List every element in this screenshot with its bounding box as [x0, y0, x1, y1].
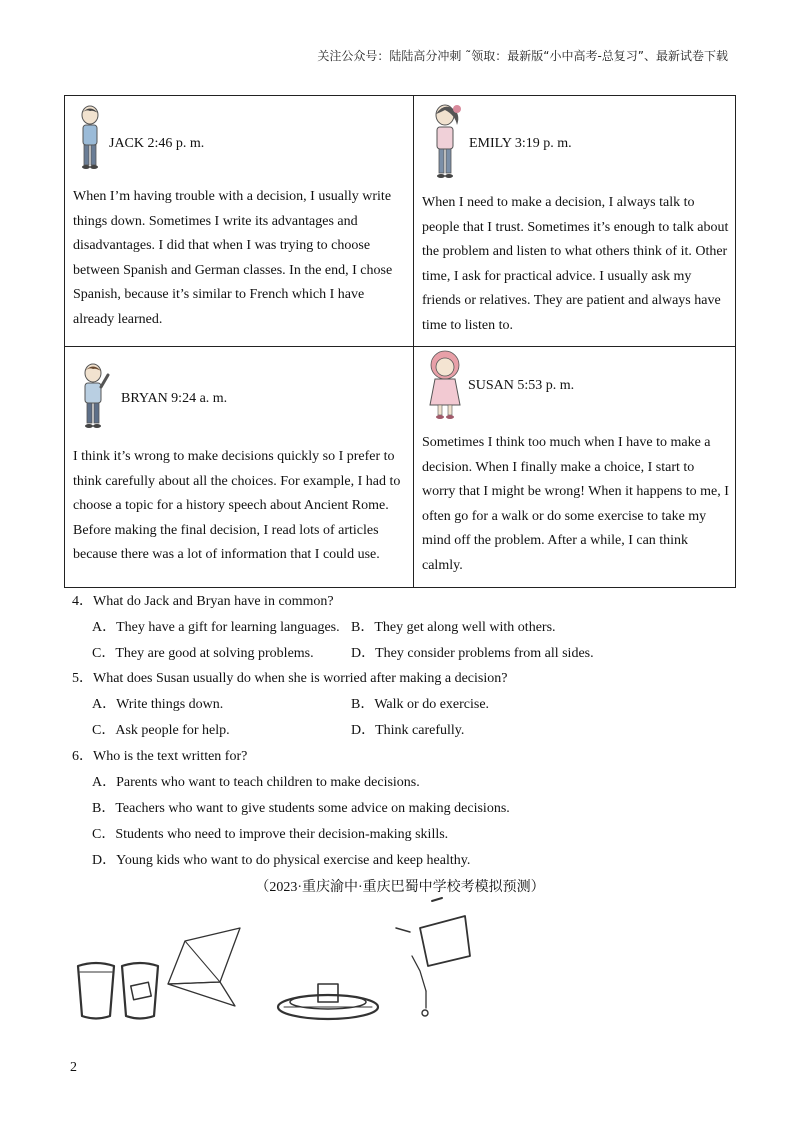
card-name: EMILY 3:19 p. m.: [469, 136, 572, 151]
card-name: BRYAN 9:24 a. m.: [121, 391, 228, 406]
question-option: B．Teachers who want to give students some advice on making decisions.: [92, 801, 510, 816]
card-text: When I’m having trouble with a decision, I usually write things down. Sometimes I write its advantages and disadvantages. I did that when I was trying to choose between Spanish and German classes. In the end, I chose Spanish, because it’s similar to French which I have already learned.: [73, 189, 393, 327]
question-option: D．Young kids who want to do physical exercise and keep healthy.: [92, 853, 471, 868]
question-option: D．They consider problems from all sides.: [351, 646, 594, 661]
boy-waving-avatar-icon: [79, 361, 111, 431]
profile-grid: [64, 95, 736, 588]
question-source: （2023·重庆渝中·重庆巴蜀中学校考模拟预测）: [255, 880, 545, 895]
question-option: A．Write things down.: [92, 697, 224, 712]
card-name: SUSAN 5:53 p. m.: [468, 378, 575, 393]
card-emily: [414, 96, 736, 346]
card-bryan: [65, 347, 413, 588]
question-option: C．Ask people for help.: [92, 723, 230, 738]
card-susan: [414, 347, 736, 588]
question-option: D．Think carefully.: [351, 723, 465, 738]
question-option: B．They get along well with others.: [351, 620, 556, 635]
girl-avatar-icon: [430, 101, 462, 181]
page-number: 2: [70, 1060, 77, 1075]
question-stem: 5．What does Susan usually do when she is worried after making a decision?: [72, 671, 508, 686]
card-text: When I need to make a decision, I always talk to people that I trust. Sometimes it’s enough to talk about the problem and listen to what others think of it. Other time, I ask for practical advice. I usually ask my friends or relatives. They are patient and always have time to listen to.: [422, 195, 729, 333]
card-text: Sometimes I think too much when I have to make a decision. When I finally make a choice, I start to worry that I might be wrong! When it happens to me, I often go for a walk or do some exercise to take my mind off the problem. After a while, I can think calmly.: [422, 435, 729, 573]
question-stem: 6．Who is the text written for?: [72, 749, 248, 764]
card-jack: [65, 96, 413, 346]
question-option: C．They are good at solving problems.: [92, 646, 314, 661]
question-option: A．Parents who want to teach children to make decisions.: [92, 775, 420, 790]
boy-avatar-icon: [77, 104, 103, 170]
experiment-illustration: [70, 896, 490, 1031]
card-name: JACK 2:46 p. m.: [109, 136, 205, 151]
question-option: C．Students who need to improve their decision-making skills.: [92, 827, 449, 842]
page-header: 关注公众号：陆陆高分冲刺 ˜领取：最新版“小中高考-总复习”、最新试卷下载: [317, 49, 728, 63]
question-stem: 4．What do Jack and Bryan have in common?: [72, 594, 334, 609]
question-option: B．Walk or do exercise.: [351, 697, 490, 712]
question-option: A．They have a gift for learning languages.: [92, 620, 340, 635]
card-text: I think it’s wrong to make decisions quickly so I prefer to think carefully about all the choices. For example, I had to choose a topic for a history speech about Ancient Rome. Before making the final decision, I read lots of articles because there was a lot of information that I could use.: [73, 449, 401, 562]
girl-dress-avatar-icon: [426, 349, 464, 421]
